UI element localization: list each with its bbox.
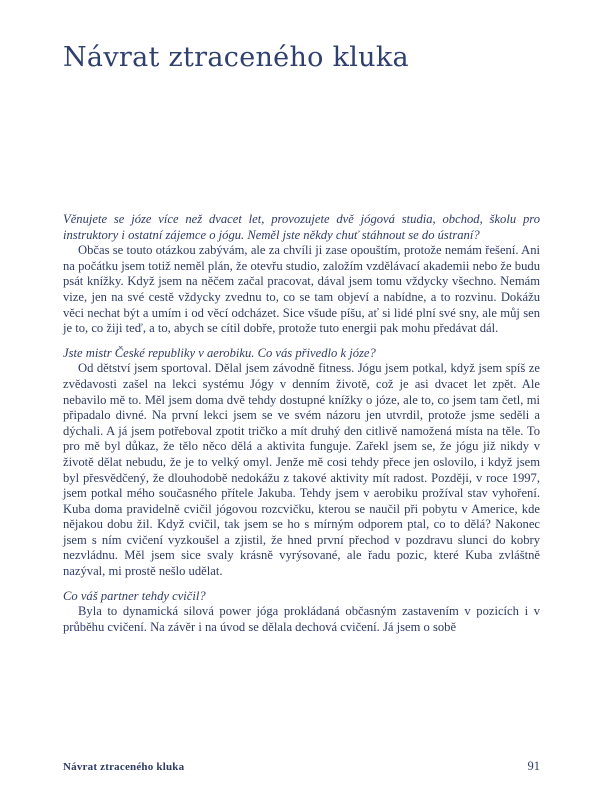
running-footer-title: Návrat ztraceného kluka bbox=[63, 761, 185, 773]
chapter-title: Návrat ztraceného kluka bbox=[63, 42, 409, 73]
interview-answer-1: Občas se touto otázkou zabývám, ale za chvíli ji zase opouštím, protože nemám řešení. Ani na počátku jsem totiž neměl plán, že otevřu studio, založím vzdělávací akademii nebo že budu psát knížky. Když jsem na něčem začal pracovat, dával jsem tomu vždycky všechno. Nemám vize, jen na své cestě vždycky zvednu to, co se tam objeví a nabídne, a to rozvinu. Dokážu věci nechat být a umím i od věcí odcházet. Sice všude píšu, ať si lidé plní své sny, ale můj sen je to, co žiji teď, a to, abych se cítil dobře, protože tuto energii pak mohu předávat dál. bbox=[63, 243, 540, 336]
interview-question-2: Jste mistr České republiky v aerobiku. Co vás přivedlo k józe? bbox=[63, 345, 376, 360]
interview-answer-3: Byla to dynamická silová power jóga prokládaná občasným zastavením v pozicích i v průběhu cvičení. Na závěr i na úvod se dělala dechová cvičení. Já jsem o sobě bbox=[63, 604, 540, 634]
interview-question-3: Co váš partner tehdy cvičil? bbox=[63, 588, 206, 603]
page-number: 91 bbox=[527, 759, 540, 773]
page-footer bbox=[63, 759, 540, 774]
interview-text-block bbox=[63, 212, 540, 635]
interview-answer-2: Od dětství jsem sportoval. Dělal jsem závodně fitness. Jógu jsem potkal, když jsem spíš ze zvědavosti zašel na lekci systému Jógy v denním životě, což je asi dvacet let zpět. Ale nebavilo mě to. Měl jsem doma dvě tehdy dostupné knížky o józe, ale to, co jsem tam četl, mi připadalo divné. Na první lekci jsem se ve svém názoru jen utvrdil, protože jsme seděli a dýchali. A já jsem potřeboval zpotit tričko a mít druhý den citlivě namožená místa na těle. To pro mě byl důkaz, že tělo něco dělá a aktivita funguje. Zařekl jsem se, že jógu již nikdy v životě dělat nebudu, že je to velký omyl. Jenže mě cosi tehdy přece jen oslovilo, i když jsem byl přesvědčený, že dlouhodobě nedokážu z takové aktivity mít radost. Později, v roce 1997, jsem potkal mého současného přítele Jakuba. Tehdy jsem v aerobiku prožíval stav vyhoření. Kuba doma pravidelně cvičil jógovou rozcvičku, kterou se naučil při pobytu v Americe, kde nějakou dobu žil. Když cvičil, tak jsem se ho s mírným odporem ptal, co to dělá? Nakonec jsem s ním cvičení vyzkoušel a zjistil, že hned první přechod v pozdravu slunci do kobry nezvládnu. Měl jsem sice svaly krásně vyrýsované, ale řadu pozic, které Kuba zvláštně nazýval, mi prostě nešlo udělat. bbox=[63, 361, 540, 579]
interview-question-1: Věnujete se józe více než dvacet let, provozujete dvě jógová studia, obchod, školu pro instruktory i ostatní zájemce o jógu. Neměl jste někdy chuť stáhnout se do ústraní? bbox=[63, 212, 540, 242]
